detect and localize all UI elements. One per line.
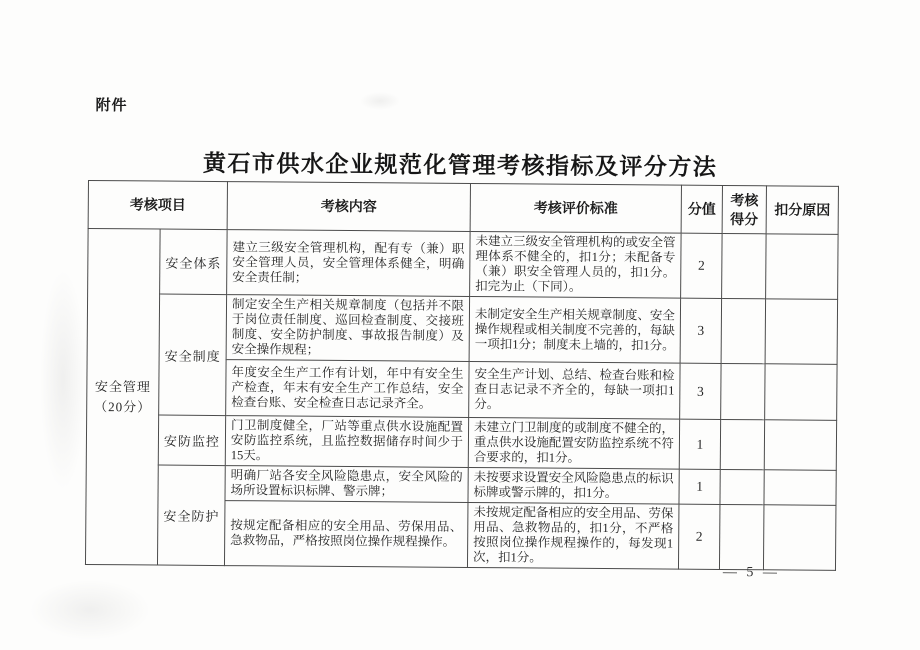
standard-cell: 未按规定配备相应的安全用品、劳保用品、急救物品的，扣1分，不严格按照岗位操作规程操作的，每发现1次，扣1分。: [467, 502, 679, 569]
content-cell: 按规定配备相应的安全用品、劳保用品、急救物品，严格按照岗位操作规程操作。: [224, 501, 468, 568]
score-obtained-cell: [721, 363, 765, 419]
standard-cell: 安全生产计划、总结、检查台账和检查日志记录不齐全的，每缺一项扣1分。: [469, 361, 680, 419]
table-row: [86, 464, 836, 505]
sub-item-cell: 安防监控: [158, 415, 225, 466]
assessment-table: [85, 180, 839, 571]
score-cell: 2: [678, 504, 720, 569]
category-name: 安全管理: [94, 379, 151, 395]
table-row: [88, 228, 838, 299]
deduction-reason-cell: [764, 420, 836, 471]
header-assessment-item: 考核项目: [88, 180, 227, 229]
page-number: — 5 —: [722, 564, 780, 581]
document-title: 黄石市供水企业规范化管理考核指标及评分方法: [202, 149, 718, 180]
content-cell: 年度安全生产工作有计划，年中有安全生产检查，年末有安全生产工作总结，安全检查台账、安全检查日志记录齐全。: [226, 360, 469, 418]
table-row: [86, 414, 836, 470]
content-cell: 建立三级安全管理机构，配有专（兼）职安全管理人员，安全管理体系健全，明确安全责任制；: [227, 230, 471, 297]
content-cell: 明确厂站各安全风险隐患点，安全风险的场所设置标识标牌、警示牌；: [225, 466, 468, 503]
header-assessment-content: 考核内容: [227, 182, 470, 232]
score-obtained-cell: [721, 298, 766, 363]
standard-cell: 未制定安全生产相关规章制度、安全操作规程或相关制度不完善的，每缺一项扣1分；制度未上墙的，扣1分。: [469, 296, 681, 363]
standard-cell: 未建立门卫制度的或制度不健全的，重点供水设施配置安防监控系统不符合要求的，扣1分。: [468, 417, 679, 469]
standard-cell: 未按要求设置安全风险隐患点的标识标牌或警示牌的，扣1分。: [468, 467, 679, 504]
score-obtained-cell: [720, 469, 764, 504]
score-cell: 2: [681, 233, 723, 298]
deduction-reason-cell: [765, 299, 838, 365]
attachment-label: 附件: [95, 97, 128, 115]
content-cell: 制定安全生产相关规章制度（包括并不限于岗位责任制度、巡回检查制度、交接班制度、安全防护制度、事故报告制度）及安全操作规程；: [226, 295, 470, 362]
score-obtained-cell: [719, 504, 764, 569]
header-score-value: 分值: [681, 185, 722, 233]
score-cell: 3: [680, 363, 721, 419]
score-obtained-cell: [722, 233, 767, 298]
table-header-row: [88, 180, 838, 234]
deduction-reason-cell: [766, 234, 839, 300]
score-cell: 1: [679, 469, 720, 504]
category-score-note: （20分）: [94, 398, 152, 414]
deduction-reason-cell: [765, 364, 837, 421]
content-cell: 门卫制度健全，厂站等重点供水设施配置安防监控系统，且监控数据储存时间少于15天。: [225, 416, 468, 468]
sub-item-cell: 安全防护: [157, 465, 225, 566]
deduction-reason-cell: [763, 505, 836, 571]
header-deduction-reason: 扣分原因: [766, 186, 838, 235]
sub-item-cell: 安全体系: [160, 229, 228, 295]
score-cell: 1: [679, 419, 720, 469]
score-obtained-cell: [720, 419, 764, 469]
sub-item-cell: 安全制度: [159, 294, 227, 416]
standard-cell: 未建立三级安全管理机构的或安全管理体系不健全的，扣1分；未配备专（兼）职安全管理人员的，扣1分。扣完为止（下同）。: [470, 231, 682, 298]
table-row: [87, 293, 837, 364]
category-cell: [85, 228, 160, 565]
deduction-reason-cell: [764, 470, 836, 506]
header-evaluation-standard: 考核评价标准: [470, 183, 681, 233]
header-score-obtained: 考核得分: [722, 185, 766, 233]
score-cell: 3: [680, 298, 722, 363]
